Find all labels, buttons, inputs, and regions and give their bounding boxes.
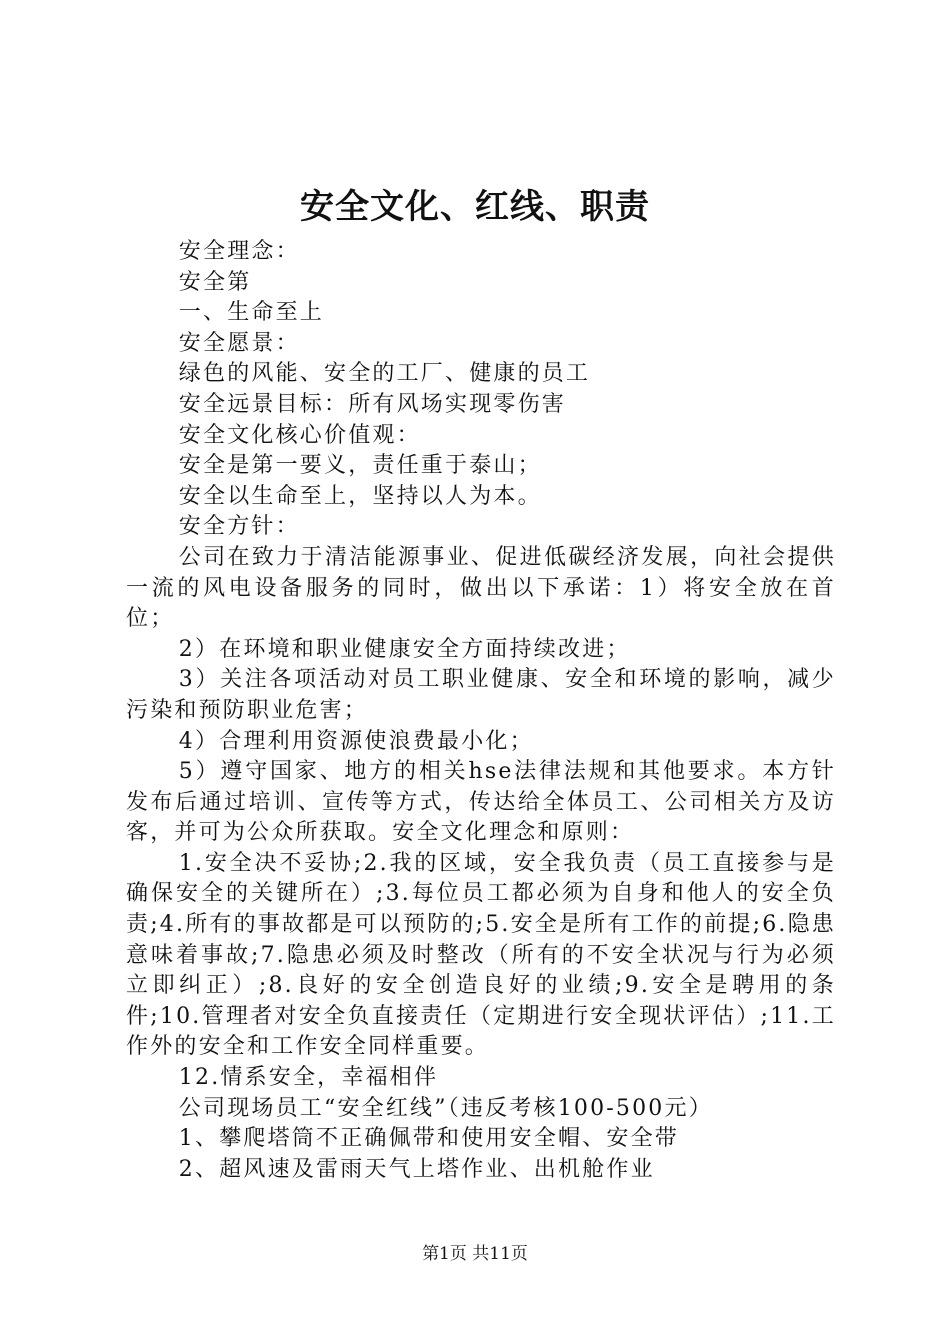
paragraph: 12.情系安全，幸福相伴 — [178, 1065, 439, 1091]
paragraph: 一、生命至上 — [178, 300, 324, 326]
document-body — [126, 237, 836, 1185]
paragraph: 安全远景目标：所有风场实现零伤害 — [178, 391, 566, 417]
paragraph: 安全方针： — [178, 514, 300, 540]
paragraph: 4）合理利用资源使浪费最小化； — [178, 728, 534, 754]
paragraph: 公司在致力于清洁能源事业、促进低碳经济发展，向社会提供一流的风电设备服务的同时，做出以下承诺：1）将安全放在首位； — [126, 544, 836, 632]
paragraph: 2、超风速及雷雨天气上塔作业、出机舱作业 — [178, 1156, 655, 1182]
paragraph: 3）关注各项活动对员工职业健康、安全和环境的影响，减少污染和预防职业危害； — [126, 667, 836, 723]
paragraph: 绿色的风能、安全的工厂、健康的员工 — [178, 361, 591, 387]
paragraph: 安全理念： — [178, 239, 300, 264]
paragraph: 公司现场员工“安全红线”（违反考核100-500元） — [178, 1095, 713, 1121]
paragraph: 5）遵守国家、地方的相关hse法律法规和其他要求。本方针发布后通过培训、宣传等方式，传达给全体员工、公司相关方及访客，并可为公众所获取。安全文化理念和原则： — [126, 759, 836, 846]
paragraph: 安全是第一要义，责任重于泰山； — [178, 453, 542, 479]
document-title: 安全文化、红线、职责 — [300, 187, 650, 227]
paragraph: 1、攀爬塔筒不正确佩带和使用安全帽、安全带 — [178, 1126, 679, 1152]
paragraph: 安全以生命至上，坚持以人为本。 — [178, 483, 542, 509]
paragraph: 安全文化核心价值观： — [178, 422, 421, 448]
paragraph: 安全第 — [178, 269, 252, 295]
page-number-footer: 第1页 共11页 — [422, 1244, 528, 1264]
paragraph: 安全愿景： — [178, 330, 300, 356]
paragraph: 2）在环境和职业健康安全方面持续改进； — [178, 636, 631, 662]
paragraph: 1.安全决不妥协;2.我的区域，安全我负责（员工直接参与是确保安全的关键所在）;3.每位员工都必须为自身和他人的安全负责;4.所有的事故都是可以预防的;5.安全是所有工作的前提;6.隐患意味着事故;7.隐患必须及时整改（所有的不安全状况与行为必须立即纠正）;8.良好的安全创造良好的业绩;9.安全是聘用的条件;10.管理者对安全负直接责任（定期进行安全现状评估）;11.工作外的安全和工作安全同样重要。 — [126, 850, 837, 1060]
